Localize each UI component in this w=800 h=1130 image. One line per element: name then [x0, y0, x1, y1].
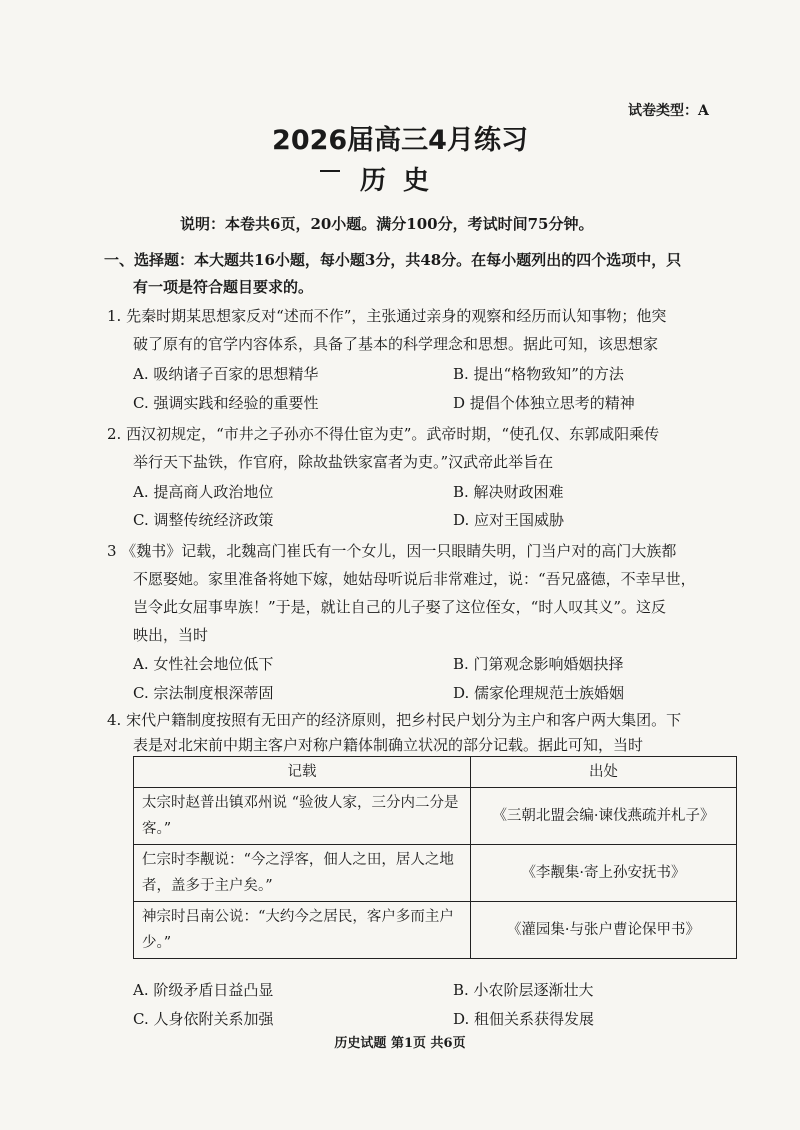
q4-option-a: A. 阶级矛盾日益凸显	[133, 981, 274, 999]
q2-stem-line2: 举行天下盐铁，作官府，除故盐铁家富者为吏。”汉武帝此举旨在	[133, 453, 554, 471]
title-dash	[320, 170, 340, 172]
table-row	[134, 902, 737, 959]
q1-option-c: C. 强调实践和经验的重要性	[133, 394, 319, 412]
records-table	[133, 756, 737, 959]
q1-stem-line2: 破了原有的官学内容体系，具备了基本的科学理念和思想。据此可知，该思想家	[133, 335, 659, 353]
q3-stem-line1: 3 《魏书》记载，北魏高门崔氏有一个女儿，因一只眼睛失明，门当户对的高门大族都	[107, 542, 677, 560]
exam-title: 2026届高三4月练习	[272, 125, 528, 156]
table-row	[134, 788, 737, 845]
instructions: 说明：本卷共6页，20小题。满分100分，考试时间75分钟。	[180, 215, 594, 233]
source-cell: 《灌园集·与张户曹论保甲书》	[471, 902, 737, 959]
table-header-row	[134, 757, 737, 788]
q2-option-d: D. 应对王国威胁	[453, 511, 565, 529]
subject-title: 历 史	[360, 166, 434, 196]
q4-stem-line2: 表是对北宋前中期主客户对称户籍体制确立状况的部分记载。据此可知，当时	[133, 736, 644, 754]
section1-line1: 一、选择题：本大题共16小题，每小题3分，共48分。在每小题列出的四个选项中，只	[104, 251, 682, 269]
q3-option-a: A. 女性社会地位低下	[133, 655, 274, 673]
q4-stem-line1: 4. 宋代户籍制度按照有无田产的经济原则，把乡村民户划分为主户和客户两大集团。下	[107, 711, 682, 729]
source-cell: 《李觏集·寄上孙安抚书》	[471, 845, 737, 902]
record-cell: 神宗时吕南公说：“大约今之居民，客户多而主户少。”	[134, 902, 471, 959]
q2-option-c: C. 调整传统经济政策	[133, 511, 274, 529]
q3-option-d: D. 儒家伦理规范士族婚姻	[453, 684, 625, 702]
q3-option-c: C. 宗法制度根深蒂固	[133, 684, 274, 702]
header-source: 出处	[471, 757, 737, 788]
header-record: 记载	[134, 757, 471, 788]
q3-stem-line2: 不愿娶她。家里准备将她下嫁，她姑母听说后非常难过，说：“吾兄盛德，不幸早世，	[133, 570, 696, 588]
q2-option-a: A. 提高商人政治地位	[133, 483, 274, 501]
q1-option-a: A. 吸纳诸子百家的思想精华	[133, 365, 319, 383]
q2-stem-line1: 2. 西汉初规定，“市井之子孙亦不得仕宦为吏”。武帝时期，“使孔仅、东郭咸阳乘传	[107, 425, 660, 443]
paper-type-label: 试卷类型：A	[628, 103, 709, 119]
record-cell: 太宗时赵普出镇邓州说 “验彼人家，三分内二分是客。”	[134, 788, 471, 845]
q4-option-b: B. 小农阶层逐渐壮大	[453, 981, 594, 999]
q4-option-c: C. 人身依附关系加强	[133, 1010, 274, 1028]
table-row	[134, 845, 737, 902]
q2-option-b: B. 解决财政困难	[453, 483, 564, 501]
q1-option-b: B. 提出“格物致知”的方法	[453, 365, 624, 383]
q3-option-b: B. 门第观念影响婚姻抉择	[453, 655, 624, 673]
record-cell: 仁宗时李觏说：“今之浮客，佃人之田，居人之地者，盖多于主户矣。”	[134, 845, 471, 902]
source-cell: 《三朝北盟会编·谏伐燕疏并札子》	[471, 788, 737, 845]
section1-line2: 有一项是符合题目要求的。	[133, 278, 314, 296]
q3-stem-line3: 岂令此女屈事卑族！”于是，就让自己的儿子娶了这位侄女，“时人叹其义”。这反	[133, 598, 667, 616]
q3-stem-line4: 映出，当时	[133, 626, 209, 644]
q1-option-d: D 提倡个体独立思考的精神	[453, 394, 635, 412]
q4-option-d: D. 租佃关系获得发展	[453, 1010, 595, 1028]
q1-stem-line1: 1. 先秦时期某思想家反对“述而不作”，主张通过亲身的观察和经历而认知事物；他突	[107, 307, 667, 325]
page-footer: 历史试题 第1页 共6页	[334, 1036, 466, 1051]
